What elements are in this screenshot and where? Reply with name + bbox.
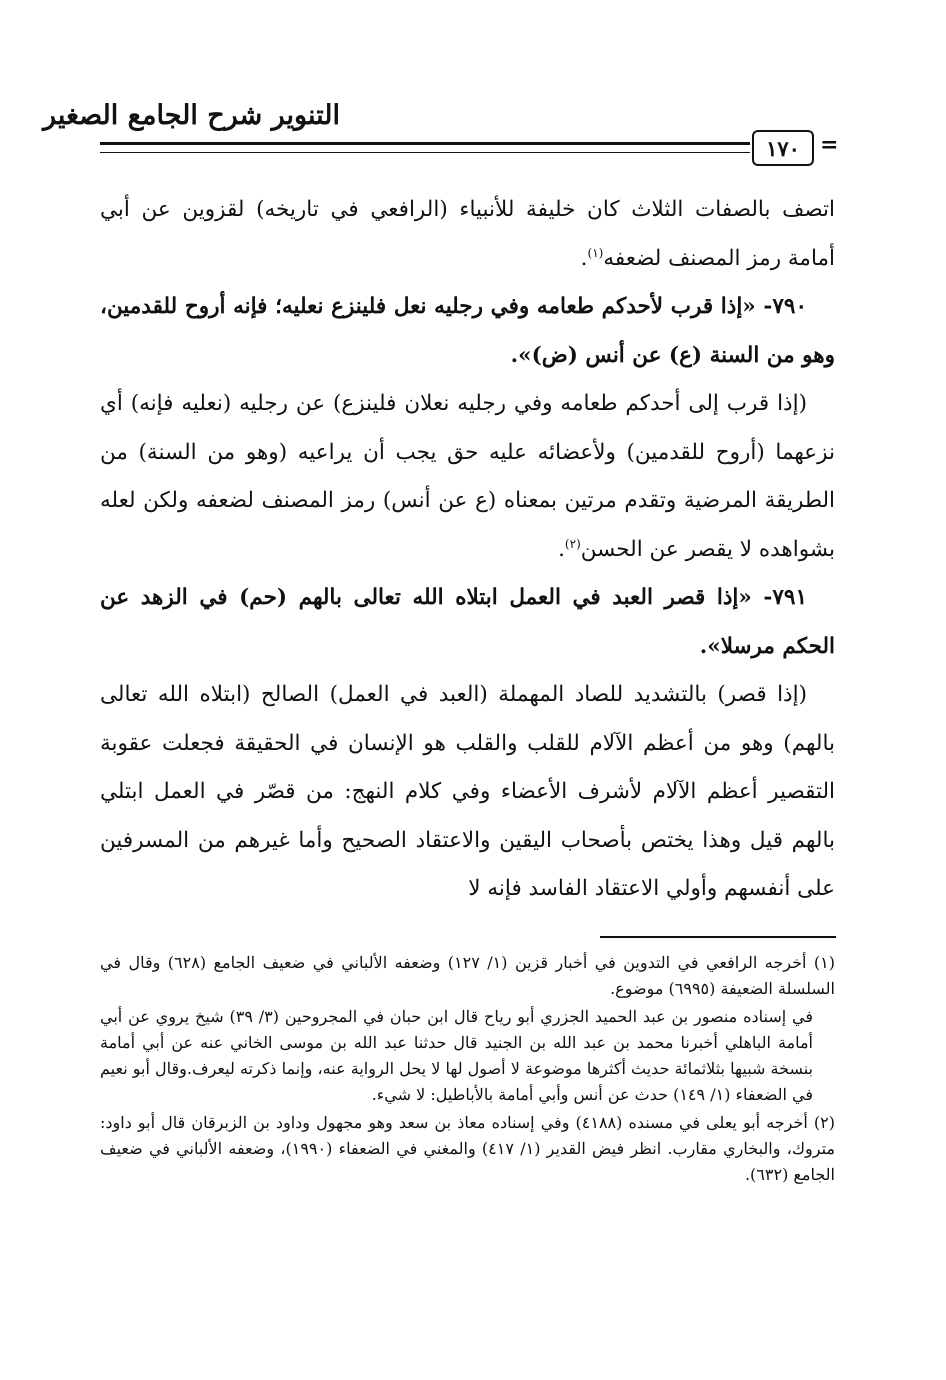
paragraph-continuation (100, 186, 835, 283)
commentary-791: (إذا قصر) بالتشديد للصاد المهملة (العبد في العمل) الصالح (ابتلاه الله تعالى بالهم) وهو من أعظم الآلام للقلب والقلب هو الإنسان في الحقيقة فجعلت عقوبة التقصير أعظم الآلام لأشرف الأعضاء وفي كلام النهج: من قصّر في العمل ابتلي بالهم قيل وهذا يختص بأصحاب اليقين والاعتقاد الصحيح وأما غيرهم من المسرفين على أنفسهم وأولي الاعتقاد الفاسد فإنه لا (100, 682, 835, 901)
footnote-2: (٢) أخرجه أبو يعلى في مسنده (٤١٨٨) وفي إسناده معاذ بن سعد وهو مجهول وداود بن الزبرقان قال أبو داود: متروك، والبخاري مقارب. انظر فيض القدير (١/ ٤١٧) والمغني في الضعفاء (١٩٩٠)، وضعفه الألباني في ضعيف الجامع (٦٣٢). (100, 1113, 835, 1184)
footnote-separator (600, 936, 836, 938)
paragraph-text: (إذا قرب إلى أحدكم طعامه وفي رجليه نعلان فلينزع) عن رجليه (نعليه فإنه) أي نزعهما (أروح للقدمين) ولأعضائه عليه حق يجب أن يراعيه (وهو من السنة) من الطريقة المرضية وتقدم مرتين بمعناه (ع عن أنس) رمز المصنف لضعفه ولكن لعله بشواهده لا يقصر عن الحسن (100, 391, 835, 562)
hadith-790: ٧٩٠- «إذا قرب لأحدكم طعامه وفي رجليه نعل فلينزع نعليه؛ فإنه أروح للقدمين، وهو من السنة (ع) عن أنس (ض)». (100, 294, 835, 368)
running-header-title: التنوير شرح الجامع الصغير (43, 100, 340, 131)
paragraph-text: اتصف بالصفات الثلاث كان خليفة للأنبياء (الرافعي في تاريخه) لقزوين عن أبي أمامة رمز المصنف لضعفه (100, 197, 835, 271)
header-marker: = (820, 132, 839, 158)
main-text (100, 186, 835, 914)
footnote-ref-1: (١) (587, 245, 604, 260)
commentary-790 (100, 380, 835, 574)
footnote-1-continuation: في إسناده منصور بن عبد الحميد الجزري أبو رياح قال ابن حبان في المجروحين (٣/ ٣٩) شيخ يروي عن أبي أمامة الباهلي أخبرنا محمد بن عبد الله بن الجنيد قال حدثنا عبد الله بن موسى الخاني عنه عن أبي أمامة بنسخة شبيها بثلاثمائة حديث أكثرها موضوعة لا أصول لها لا يحل الرواية عنه، وإنما ذكرته ليعرف.وقال أبو نعيم في الضعفاء (١/ ١٤٩) حدث عن أنس وأبي أمامة بالأباطيل: لا شيء. (100, 1007, 814, 1104)
header-rule (100, 142, 750, 153)
paragraph-end: . (558, 536, 565, 562)
footnote-ref-2: (٢) (564, 536, 581, 551)
paragraph-end: . (580, 245, 588, 271)
hadith-791: ٧٩١- «إذا قصر العبد في العمل ابتلاه الله تعالى بالهم (حم) في الزهد عن الحكم مرسلا». (100, 585, 835, 659)
footnotes (100, 950, 835, 1190)
footnote-1: (١) أخرجه الرافعي في التدوين في أخبار قزين (١/ ١٢٧) وضعفه الألباني في ضعيف الجامع (٦٢٨) وقال في السلسلة الضعيفة (٦٩٩٥) موضوع. (100, 953, 835, 998)
page-number: ١٧٠ (752, 130, 814, 166)
